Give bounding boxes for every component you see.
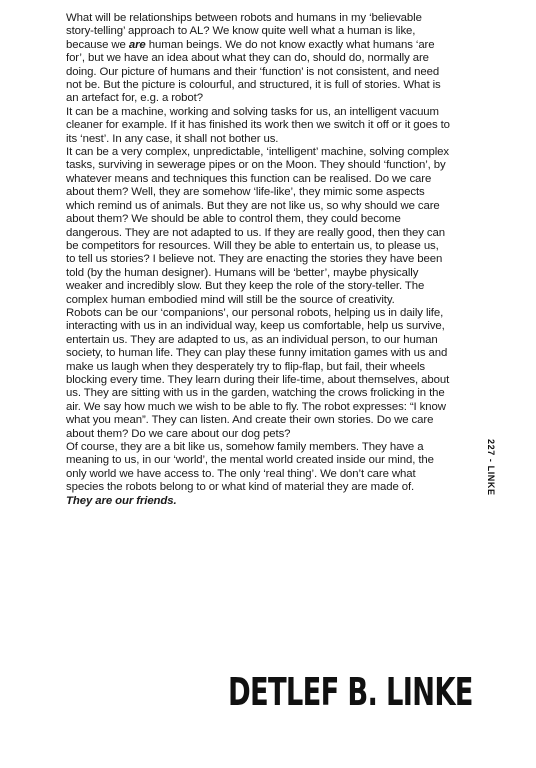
paragraph-text: Of course, they are a bit like us, somehow family members. They have a meaning to us, in our ‘world’, the mental world created inside our mind, the only world we have access to. The only ‘real thing’. We don’t care what species the robots belong to or what kind of material they are made of. bbox=[66, 441, 434, 494]
paragraph-text: What will be relationships between robots and humans in my ‘believable story-telling’ approach to AL? We know quite well what a human is like, because we bbox=[66, 12, 422, 51]
paragraph bbox=[66, 495, 450, 508]
paragraph-text: It can be a very complex, unpredictable, ‘intelligent’ machine, solving complex tasks, surviving in sewerage pipes or on the Moon. They should ‘function’, by whatever means and techniques this function can be realised. Do we care about them? Well, they are somehow ‘life-like’, they mimic some aspects which remind us of animals. But they are not like us, so why should we care about them? We should be able to control them, they could become dangerous. They are not adapted to us. If they are really good, then they can be competitors for resources. Will they be able to entertain us, to please us, to tell us stories? I believe not. They are enacting the stories they have been told (by the human designer). Humans will be ‘better’, maybe physically weaker and incredibly slow. But they keep the role of the story-teller. The complex human embodied mind will still be the source of creativity. bbox=[66, 146, 449, 306]
author-name: DETLEF B. LINKE bbox=[228, 670, 473, 714]
paragraph-text: It can be a machine, working and solving tasks for us, an intelligent vacuum cleaner for example. If it has finished its work then we switch it off or it goes to its ‘nest’. In any case, it shall not bother us. bbox=[66, 105, 450, 145]
paragraph-text: human beings. We do not know exactly what humans ‘are for’, but we have an idea about what they can do, should do, normally are doing. Our picture of humans and their ‘function’ is not consistent, and need not be. But the picture is colourful, and structured, it is full of stories. What is an artefact for, e.g. a robot? bbox=[66, 38, 441, 105]
paragraph bbox=[66, 106, 450, 146]
emphasized-text: They are our friends. bbox=[66, 494, 177, 507]
paragraph bbox=[66, 146, 450, 307]
paragraph bbox=[66, 441, 450, 495]
paragraph bbox=[66, 307, 450, 441]
essay-body bbox=[66, 12, 450, 508]
paragraph bbox=[66, 12, 450, 106]
page-number-label: 227 - LINKE bbox=[486, 439, 496, 496]
emphasized-text: are bbox=[128, 38, 146, 51]
paragraph-text: Robots can be our ‘companions’, our personal robots, helping us in daily life, interacting with us in an individual way, keep us comfortable, help us survive, entertain us. They are adapted to us, as an individual person, to our human society, to human life. They can play these funny imitation games with us and make us laugh when they desperately try to flip-flap, but fail, their wheels blocking every time. They learn during their life-time, about themselves, about us. They are sitting with us in the garden, watching the crows frolicking in the air. We say how much we wish to be able to fly. The robot expresses: “I know what you mean”. They can listen. And create their own stories. Do we care about them? Do we care about our dog pets? bbox=[66, 306, 450, 440]
